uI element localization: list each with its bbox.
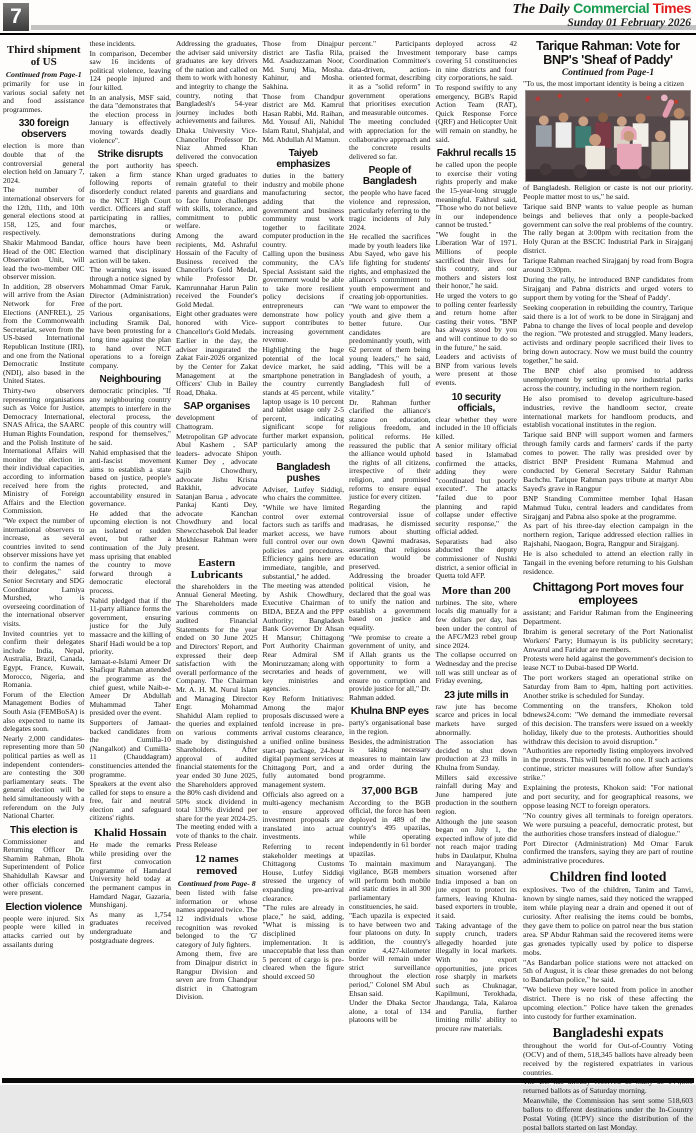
article-text: clear whether they were included in the 10 officials killed. <box>435 414 517 441</box>
article-text: The port workers staged an operational strike on Saturday from 8am to 4pm, halting port activities. Another strike is scheduled for Sunday. <box>523 673 693 701</box>
article-text: Forum of the Election Management Bodies of South Asia (FEMBoSA) is also expected to name its delegates soon. <box>3 689 85 734</box>
article-text: Shakir Mahmood Bandar, Head of the OIC Election Observation Unit, will lead the two-member OIC observer mission. <box>3 237 85 282</box>
article-text: BNP Standing Committee member Iqbal Hasan Mahmud Tuku, central leaders and candidates from Sirajganj and Pabna also spoke at the programme. <box>523 493 693 521</box>
article-text: Taking advantage of the supply crunch, traders allegedly hoarded jute illegally in local markets. With no export opportunities, jute prices rose sharply in markets such as Chuknagar, Kapilmuni, Terokhada, Jhaudanga, Tala, Kalaroa and Parulia, further limiting mills' ability to procure raw materials. <box>435 920 517 1033</box>
article-text: Separatists had also abducted the deputy commissioner of Nushki district, a senior official in Quetta told AFP. <box>435 536 517 581</box>
article-text: "Authorities are reportedly listing employees involved in the protests. This will benefit no one. If such actions continue, stricter measures will follow after Sunday's strike." <box>523 746 693 783</box>
column-1 <box>3 40 85 1076</box>
article-headline: Strike disrupts <box>97 149 164 161</box>
header-black-rule <box>0 33 696 35</box>
article-text: "We expect the number of international observers to increase, as several countries invited to send observer missions have yet to confirm the names of their delegates," said Senior Secretary and SDG Coordinator Lamiya Murshed, who is overseeing coordination of the international observer visits. <box>3 515 85 629</box>
article-headline: People of Bangladesh <box>362 165 417 188</box>
article-text: been listed with false information or whose names appeared twice. The 12 individuals whose recognition was revoked belonged to the 'G' category of July fighters. <box>176 888 258 949</box>
article-text: Addressing the graduates, the adviser said university graduates are key drivers of the nation and called on them to work with honesty and integrity to change the country, noting that Bangladesh's 54-year journey includes both achievements and failures. <box>176 39 258 126</box>
article-text: Millers said excessive rainfall during May and June hampered jute production in the southern region. <box>435 772 517 816</box>
article-text: According to the BGB official, the force has been deployed in 489 of the country's 495 upazilas, while operating independently in 61 border upazilas. <box>349 797 431 859</box>
article-text: Addressing the broader political vision, he declared that the goal was to unify the nation and establish a government based on justice and equality. <box>349 571 431 632</box>
article-text: Although the jute season began on July 1, the expected inflow of jute did not reach major trading hubs in Daulatpur, Khulna and Narayanganj. The situation worsened after India imposed a ban on jute export to protect its farmers, leaving Khulna-based exporters in trouble, it said. <box>435 816 517 921</box>
article-text: Tarique Rahman reached Sirajganj by road from Bogra around 3:30pm. <box>523 256 693 275</box>
article-text: "We want to empower the youth and give them a better future. Our candidates are predominantly youth, with 62 percent of them being young leaders," he said, adding, "This will be a Bangladesh of youth, a Bangladesh full of vitality." <box>349 302 431 397</box>
article-text: Explaining the protests, Khokon said: "For national and port security, and for geographical reasons, we oppose leasing NCT to foreign operators. <box>523 783 693 810</box>
article-text: the people who have faced violence and repression, particularly referring to the tragic incidents of July 2024. <box>349 188 431 232</box>
article-text: The number of international observers for the 12th, 11th, and 10th general elections stood at 158, 125, and four respectively. <box>3 185 85 238</box>
article-headline: Bangladesh pushes <box>276 461 331 484</box>
article-headline: Election violence <box>5 901 83 913</box>
article-text: To respond swiftly to any emergency, BGB's Rapid Action Team (RAT), Quick Response Force (QRF) and Helicopter Unit will remain on standby, he said. <box>435 82 517 144</box>
feature-paragraphs <box>523 184 693 577</box>
article-text: To maintain maximum vigilance, BGB members will perform both mobile and static duties in all 300 parliamentary constituencies, he said. <box>349 858 431 911</box>
page-number: 7 <box>3 3 29 31</box>
article-text: Tarique said BNP will support women and farmers through family cards and farmers' cards if the party comes to power. The rally was presided over by district BNP President Rumana Mahmud and conducted by General Secretary Saidur Rahman Bachchu. Tarique Rahman pays tribute at martyr Abu Sayed's grave in Rangpur <box>523 430 693 493</box>
article-text: Calling upon the business community, the CA's Special Assistant said the government would be able to take more resilient policy decisions if entrepreneurs can demonstrate how policy support contributes to increasing government revenue. <box>262 249 344 345</box>
article-headline: Bangladeshi expats <box>552 1024 664 1040</box>
article-headline: Children find looted <box>549 869 667 885</box>
column-2 <box>90 40 172 1076</box>
continued-note: Continued from Page- 8 <box>177 879 256 889</box>
article-text: Seeking cooperation in rebuilding the country, Tarique said there is a lot of work to be done in Sirajganj and Pabna to change the lives of local people and develop the region. "We protested and struggled. Many leaders, activists and ordinary people sacrificed their lives to bring down autocracy. Now we must build the country together," he said. <box>523 302 693 366</box>
article-text: Adviser, Lutfey Siddiqi, who chairs the committee. <box>262 484 344 503</box>
article-text: percent." Participants praised the Investment Coordination Committee's data-driven, action-oriented format, describing it as a "solid reform" in government operations that prioritises execution and measurable outcomes. <box>349 39 431 117</box>
article-text: During the rally, he introduced BNP candidates from Sirajganj and Pabna districts and urged voters to support them by voting for the 'Sheaf of Paddy'. <box>523 274 693 302</box>
article-text: Jamaat-e-Islami Ameer Dr Shafiqur Rahman attended the programme as the chief guest, while Naib-e-Ameer Dr Abdullah Muhammad Taher presided over the event. <box>89 656 171 718</box>
masthead-the-daily: The Daily <box>512 2 570 17</box>
article-text: Regarding the controversial issue of madrasas, he dismissed rumors about shutting down Qawmi madrasas, asserting that religious education would be preserved. <box>349 501 431 571</box>
article-text: "No country gives all terminals to foreign operators. We were pursuing a peaceful, democratic protest, but the authorities chose transfers instead of dialogue." <box>523 810 693 838</box>
issue-date: Sunday 01 February 2026 <box>567 17 691 29</box>
article-text: He urged the voters to go to polling center fearlessly and return home after casting their votes. "BNP has always stood by you and will continue to do so in the future," he said. <box>435 291 517 352</box>
article-headline: Tarique Rahman: Vote for BNP's 'Sheaf of Paddy' <box>536 39 680 67</box>
article-text: A senior military official based in Islamabad confirmed the attacks, adding they were "coordinated but poorly executed". The attacks "failed due to poor planning and rapid collapse under effective security response," the official added. <box>435 441 517 537</box>
column-6 <box>436 40 518 1076</box>
article-headline: Fakhrul recalls 15 <box>436 148 516 160</box>
page-header <box>0 0 696 38</box>
feature-section <box>523 39 693 1132</box>
article-text: the shareholders in the Annual General Meeting. The Shareholders made various comments on audited Financial Statements for the year ended on 30 June 2025 and Directors' Report, and expressed their deep satisfaction with the overall performance of the Company. The Chairman Mr. A. H. M. Nurul Islam and Managing Director Engr. Mohammad Shahidul Alam replied to the queries and explained on various comments made by distinguished Shareholders. After approval of audited financial statements for the year ended 30 June 2025, the Shareholders approved the 80% cash dividend and 50% stock dividend in total 130% dividend per share for the year 2024-25. The meeting ended with a vote of thanks to the chair. Press Release <box>176 581 258 849</box>
article-text: He also promised to develop agriculture-based industries, revive the handloom sector, create international markets for handloom products, and establish vocational institutes in the region. <box>523 393 693 430</box>
article-headline: More than 200 <box>441 584 511 597</box>
article-text: As many as 1,754 graduates received undergraduate and postgraduate degrees. <box>89 909 171 945</box>
article-headline: Neighbouring <box>99 374 161 386</box>
article-text: "To us, the most important identity is being a citizen <box>523 79 685 88</box>
article-headline: Third shipment of US <box>6 44 81 68</box>
article-text: The collapse occurred on Wednesday and the precise toll was still unclear as of Friday evening, <box>435 650 517 686</box>
continued-note: Continued from Page-1 <box>561 68 655 78</box>
article-text: He made the remarks while presiding over the first convocation programme of Hamdard University held today at the permanent campus in Hamdard Nagar, Gazaria, Munshiganj. <box>89 840 171 910</box>
article-text: Under the Dhaka Sector alone, a total of 134 platoons will be <box>349 998 431 1025</box>
article-text: The warning was issued through a notice signed by Mohammad Omar Faruk, Director (Administration) of the port. <box>89 265 171 309</box>
article-text: "Each upazila is expected to have between two and four platoons on duty. In addition, the country's entire 4,427-kilometer border will remain under strict surveillance throughout the election period," Colonel SM Abul Ehsan said. <box>349 911 431 998</box>
page-content <box>3 39 693 1132</box>
article-text: As part of his three-day election campaign in the northern region, Tarique addressed election rallies in Rajshahi, Naogaon, Bogra, Rangpur and Sirajganj. <box>523 521 693 549</box>
article-text: of Bangladesh. Religion or caste is not our priority. People matter most to us," he said. <box>523 182 693 201</box>
column-4 <box>263 40 345 1076</box>
article-text: In an analysis, MSF said, the data "demonstrates that the election process in January is effectively moving towards deadly violence". <box>89 92 171 145</box>
article-text: Nahid emphasised that the anti-fascist movement aims to establish a state based on justice, people's rights protected, and accountability ensured in governance. <box>89 447 171 509</box>
article-text: Earlier in the day, the adviser inaugurated the Zakat Fair-2026 organized by the Center for Zakat Management at the Officers' Club in Bailey Road, Dhaka. <box>176 336 258 397</box>
article-text: Metropolitan GP advocate Abul Kashem , SAP leaders- advocate Shipon Kumer Dey , advocate Sajib Chowdhury, advocate Jishu Krisna Rakkhit, advocate Satanjan Barua , advocate Pankaj Kanti Dey, advocate Kanchan Chowdhury and local Shewcchasebok Dal leader Mokhlesur Rahman were present. <box>176 431 258 553</box>
article-text: Eight other graduates were honored with Vice-Chancellor's Gold Medals. <box>176 309 258 336</box>
article-text: In comparison, December saw 16 incidents of political violence, leaving 124 people injured and four killed. <box>89 48 171 92</box>
article-text: primarily for use in various social safety net and food assistance programmes. <box>3 79 85 114</box>
article-headline: 12 names removed <box>194 853 239 878</box>
article-text: Those from Dinajpur district are Tasfia Rila, Md. Asaduzzaman Noor, Md. Suruj Mia, Mosha. Kahinur, and Mosha. Sakhina. <box>262 39 344 91</box>
article-text: Khan urged graduates to remain grateful to their parents and guardians and to face future challenges with skills, tolerance, and commitment to public welfare. <box>176 169 258 231</box>
article-text: Ibrahim is general secretary of the Port Nationalist Workers' Party; Humayun is its publicity secretary; Anwarul and Faridur are members. <box>523 626 693 654</box>
article-text: returned ballots as of Saturday morning. <box>523 1086 647 1096</box>
feature-article <box>523 581 693 866</box>
article-text: party's organisational base in the region. <box>349 718 431 736</box>
article-text: He added that the upcoming election is not an isolated or sudden event, but rather a continuation of the July mass uprising that enabled the country to move forward through a democratic electoral process. <box>89 508 171 596</box>
article-headline: Khalid Hossain <box>94 827 167 840</box>
article-text: deployed across 42 temporary base camps covering 51 constituencies in nine districts and four city corporations, he said. <box>435 39 517 83</box>
article-text: The meeting was attended by Ashik Chowdhury, Executive Chairman of BIDA, BEZA and the PPP Authority; Bangladesh Bank Governor Dr Ahsan H Mansur; Chittagong Port Authority Chairman Rear Admiral SM Moniruzzaman; along with secretaries and heads of key ministries and agencies. <box>262 581 344 694</box>
article-text: Leaders and activists of BNP from various levels were present at those events. <box>435 352 517 387</box>
article-text: the port authority has taken a firm stance following reports of disorderly conduct related to the NCT High Court verdict. Officers and staff participating in rallies, marches, or demonstrations during office hours have been warned that disciplinary action will be taken. <box>89 161 171 265</box>
article-headline: 330 foreign observers <box>18 118 69 141</box>
article-headline: 23 jute mills in <box>444 689 509 701</box>
article-text: The meeting concluded with appreciation for the collaborative approach and the concrete results delivered so far. <box>349 117 431 161</box>
article-text: "We believe they were looted from police in another district. There is no risk of these affecting the upcoming election." Police have taken the grenades into custody for further examination. <box>523 985 693 1021</box>
article-headline: SAP organises <box>183 401 250 413</box>
article-text: The association has decided to shut down production at 23 mills in Khulna from Sunday. <box>435 737 517 772</box>
article-headline: Taiyeb emphasizes <box>276 148 331 171</box>
article-text: Meanwhile, the Commission has sent some 518,603 ballots to different destinations under the In-Country Postal Voting (ICPV) since the distribution of the postal ballots started on last Monday. <box>523 1096 693 1132</box>
article-headline: 10 security officials, <box>451 391 501 414</box>
article-text: "As Bandarban police stations were not attacked on 5th of August, it is clear these grenades do not belong to Bandarban police," he said. <box>523 957 693 985</box>
article-text: turbines. The site, where locals dig manually for a few dollars per day, has been under the control of the AFC/M23 rebel group since 2024. <box>435 597 517 650</box>
article-text: duties in the battery industry and mobile phone manufacturing sector, adding that the government and business community must work together to facilitate computer production in the country. <box>262 171 344 249</box>
article-text: Tarique said BNP wants to value people as human beings and believes that only a people-backed government can solve the real problems of the country. The rally began at 3:00pm with recitation from the Holy Quran at the BSCIC Industrial Park in Sirajganj district. <box>523 201 693 256</box>
article-text: "The rules are already in place," he said, adding, "What is missing is disciplined implementation. It is unacceptable that less than 5 percent of cargo is pre-cleared when the figure should exceed 50 <box>262 903 344 981</box>
article-text: "We fought in the Liberation War of 1971. Millions of people sacrificed their lives for this country, and our mothers and sisters lost their honor," he said. <box>435 229 517 291</box>
article-text: Officials also agreed on a multi-agency mechanism to ensure approved investment proposals are translated into actual investments. <box>262 789 344 842</box>
article-text: He recalled the sacrifices made by youth leaders like Abu Sayed, who gave his life fighting for students' rights, and emphasized the alliance's commitment to youth empowerment and creating job opportunities. <box>349 232 431 302</box>
article-text: democratic principles. "If any neighbouring country attempts to interfere in the electoral process, the people of this country will respond for themselves," he said. <box>89 386 171 447</box>
article-text: explosives. Two of the children, Tanim and Tanvi, known by single names, said they noticed the wrapped item while playing near a drain and opened it out of curiosity. After realising the items could be bombs, they gave them to police on patrol near the bus station area. SP Abdur Rahman said the recovered items were gas grenades typically used by police to disperse mobs. <box>523 885 693 957</box>
continued-note: Continued from Page-1 <box>5 70 82 79</box>
article-text: Port Director (Administration) Md Omar Faruk confirmed the transfers, saying they are part of routine administrative procedures. <box>523 838 693 866</box>
article-text: Protests were held against the government's decision to lease NCT to Dubai-based DP World. <box>523 654 693 673</box>
article-text: Those from Chandpur district are Md. Kamrul Hasan Rabbi, Md. Raihan, Md. Yousuf Ali, Nahidul Islam Ratul, Shahjalal, and Md. Abdullah Al Mamun. <box>262 91 344 144</box>
column-3 <box>176 40 258 1076</box>
article-text: throughout the world for Out-of-Country Voting (OCV) and of them, 518,345 ballots have already been received by the registered expatriates in various countries. <box>523 1040 693 1077</box>
article-text: Invited countries yet to confirm their delegates include India, Nepal, Australia, Brazil, Canada, Egypt, France, Kuwait, Morocco, Nigeria, and Romania. <box>3 628 85 690</box>
article-text: Supporters of Jamaat-backed candidates from the Cumilla-10 (Nangalkot) and Cumilla-11 (Chauddagram) constituencies attended the programme. <box>89 717 171 779</box>
article-text: Nearly 2,000 candidates-representing more than 50 political parties as well as independent contenders-are contesting the 300 parliamentary seats. The general election will be held simultaneously with a referendum on the July National Charter. <box>3 733 85 821</box>
article-text: The BNP chief also promised to address unemployment by setting up new industrial parks across the country, including in the northern region. <box>523 366 693 393</box>
article-text: Speakers at the event also called for steps to ensure a free, fair and neutral election and safeguard citizens' rights. <box>89 779 171 823</box>
article-text: Various organisations, including Sramik Dal, have been protesting for a long time against the plan to hand over NCT operations to a foreign company. <box>89 309 171 370</box>
article-text: he called upon the people to exercise their voting rights properly and make the 15-year-long struggle meaningful. Fakhrul said, "Those who do not believe in our independence cannot be trusted." <box>435 160 517 230</box>
bottom-rule <box>2 1078 694 1083</box>
article-text: Among them, five are from Dinajpur district in Rangpur Division and seven are from Chandpur district in Chattogram Division. <box>176 949 258 1002</box>
article-text: Commenting on the transfers, Khokon told bdnews24.com: "We demand the immediate reversal of this decision. The transfers were issued on a weekly holiday, likely due to the protests. Authorities should withdraw this decision to avoid disruption." <box>523 700 693 746</box>
article-text: "While we have limited control over external factors such as tariffs and market access, we have full control over our own policies and procedures. Efficiency gains here are immediate, tangible, and substantial," he added. <box>262 502 344 581</box>
article-text: Dhaka University Vice-Chancellor Professor Dr. Niaz Ahmed Khan delivered the convocation speech. <box>176 125 258 170</box>
article-headline: Khulna BNP eyes <box>350 706 429 718</box>
article-text: In addition, 28 observers will arrive from the Asian Network for Free Elections (ANFREL), 25 from the Commonwealth Secretariat, seven from the US-based International Republican Institute (IRI), and one from the National Democratic Institute (NDI), also based in the United States. <box>3 281 85 386</box>
article-text: Highlighting the huge potential of the local device market, he said smartphone penetration in the country currently stands at 45 percent, while laptop usage is 10 percent and tablet usage only 2-5 percent, indicating significant scope for further market expansion, particularly among the youth. <box>262 345 344 458</box>
article-text: "We promise to create a government of unity, and if Allah grants us the opportunity to form a government, we will ensure no corruption and provide justice for all," Dr. Rahman added. <box>349 632 431 702</box>
article-text: election is more than double that of the controversial general election held on January 7, 2024. <box>3 141 85 185</box>
masthead-commercial: Commercial <box>573 0 650 16</box>
article-headline: Eastern Lubricants <box>190 556 243 581</box>
article-text: Nahid pledged that if the 11-party alliance forms the government, ensuring justice for the July massacre and the killing of Sharif Hadi would be a top priority. <box>89 595 171 657</box>
article-headline: This election is <box>10 824 78 836</box>
feature-article <box>523 870 693 1022</box>
article-text: Among the award recipients, Md. Ashraful Hossain of the Faculty of Business received the Chancellor's Gold Medal, while Professor Dr. Kamrunnahar Harun Palin received the Founder's Gold Medal. <box>176 231 258 309</box>
feature-articles <box>523 581 693 1133</box>
article-headline: Chittagong Port moves four employees <box>532 579 684 607</box>
article-text: assistant; and Faridur Rahman from the Engineering Department. <box>523 607 693 626</box>
columns-area <box>3 40 517 1076</box>
article-text: these incidents. <box>89 39 136 48</box>
article-text: people were injured. Six people were killed in attacks carried out by assailants during <box>3 913 85 949</box>
article-text: Dr. Rahman further clarified the alliance's stance on education, religious freedom, and political reforms. He reassured the public that the alliance would uphold the rights of all citizens, irrespective of their religion, and promised reforms to ensure equal justice for every citizen. <box>349 397 431 502</box>
article-text: Key Reform Initiatives: Among the major proposals discussed were a tenfold increase in pre-arrival customs clearance, a unified online business start-up package, 24-hour digital payment services at Chittagong Port, and a fully automated bond management system. <box>262 693 344 789</box>
masthead-times: Times <box>652 0 691 16</box>
article-text: Besides, the administration is taking necessary measures to maintain law and order during the programme. <box>349 736 431 780</box>
article-text: raw jute has become scarce and prices in local markets have surged abnormally. <box>435 701 517 737</box>
article-headline: 37,000 BGB <box>361 784 418 797</box>
article-text: He is also scheduled to attend an election rally in Tangail in the evening before returning to his Gulshan residence. <box>523 549 693 576</box>
rally-photo <box>525 90 691 182</box>
article-text: Thirty-two observers representing organisations such as Voice for Justice, Democracy International, SNAS Africa, the SAARC Human Rights Foundation, and the Polish Institute of International Affairs will monitor the election in their individual capacities, according to information received here from the Ministry of Foreign Affairs and the Election Commission. <box>3 386 85 516</box>
masthead <box>512 1 691 30</box>
article-text: development of Chattogram. <box>176 413 258 431</box>
column-5 <box>349 40 431 1076</box>
article-text: Commissioner and Returning Officer Dr. Shamim Rahman, Bhola Superintendent of Police Shahidullah Kawsar and other officials concerned were present. <box>3 836 85 898</box>
article-text: Referring to recent stakeholder meetings at Chittagong Customs House, Lutfey Siddiqi stressed the urgency of expanding pre-arrival clearance. <box>262 842 344 903</box>
